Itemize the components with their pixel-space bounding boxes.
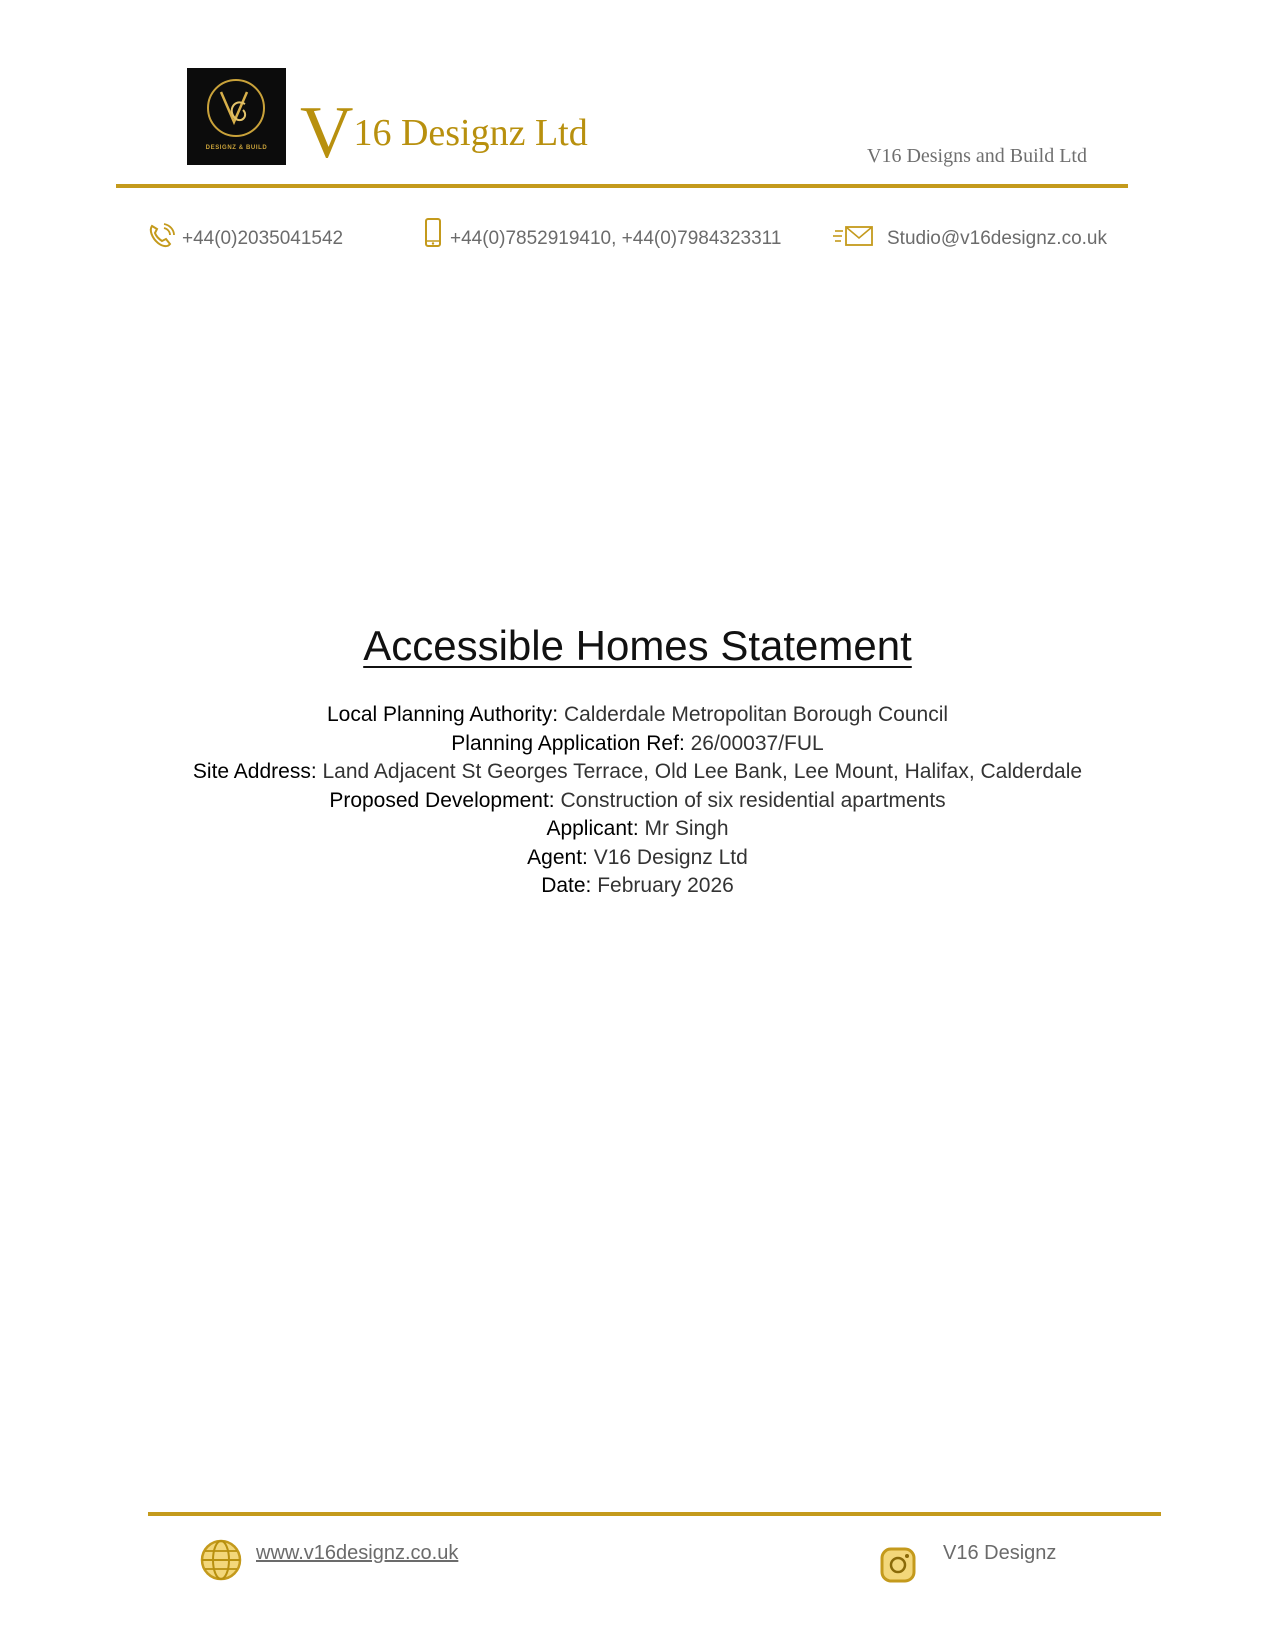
- phone-icon: [146, 220, 176, 250]
- contact-email: [833, 228, 1107, 250]
- detail-row-application-ref: [0, 730, 1275, 759]
- brand-initial: V: [300, 92, 354, 174]
- globe-icon: [199, 1538, 243, 1582]
- document-details: [0, 701, 1275, 901]
- detail-row-proposed-development: [0, 787, 1275, 816]
- footer-divider: [148, 1512, 1161, 1516]
- brand-rest: 16 Designz Ltd: [353, 112, 588, 154]
- logo-tagline: DESIGNZ & BUILD: [205, 145, 268, 151]
- landline-number[interactable]: +44(0)2035041542: [182, 228, 344, 249]
- detail-label: Proposed Development:: [329, 788, 555, 812]
- mobile-numbers[interactable]: +44(0)7852919410, +44(0)7984323311: [450, 228, 782, 249]
- instagram-icon: [878, 1545, 918, 1585]
- email-icon: [833, 223, 875, 249]
- company-logo: [187, 68, 286, 165]
- detail-label: Site Address:: [192, 760, 317, 783]
- detail-value: V16 Designz Ltd: [587, 845, 748, 869]
- detail-label: Date:: [541, 874, 592, 897]
- detail-label: Applicant:: [546, 817, 639, 840]
- company-name: V16 Designs and Build Ltd: [867, 145, 1087, 167]
- detail-row-site-address: [0, 758, 1275, 787]
- detail-row-agent: [0, 844, 1275, 873]
- contact-landline: [146, 228, 343, 250]
- contact-mobiles: [424, 228, 781, 250]
- detail-row-planning-authority: [0, 701, 1275, 730]
- detail-row-date: [0, 872, 1275, 901]
- detail-value: 26/00037/FUL: [684, 731, 824, 755]
- detail-value: February 2026: [591, 874, 734, 897]
- email-address[interactable]: Studio@v16designz.co.uk: [887, 228, 1107, 249]
- website-link[interactable]: www.v16designz.co.uk: [256, 1542, 459, 1564]
- detail-value: Land Adjacent St Georges Terrace, Old Lee Bank, Lee Mount, Halifax, Calderdale: [316, 760, 1083, 783]
- detail-label: Agent:: [527, 845, 588, 869]
- detail-label: Planning Application Ref:: [451, 731, 685, 755]
- detail-value: Mr Singh: [638, 817, 729, 840]
- document-title: Accessible Homes Statement: [363, 622, 912, 669]
- header-divider: [116, 184, 1128, 188]
- detail-value: Construction of six residential apartments: [554, 788, 946, 812]
- detail-value: Calderdale Metropolitan Borough Council: [558, 703, 949, 726]
- detail-row-applicant: [0, 815, 1275, 844]
- brand-name: [300, 92, 588, 174]
- mobile-icon: [424, 217, 442, 249]
- social-handle[interactable]: V16 Designz: [943, 1542, 1057, 1564]
- detail-label: Local Planning Authority:: [326, 703, 559, 726]
